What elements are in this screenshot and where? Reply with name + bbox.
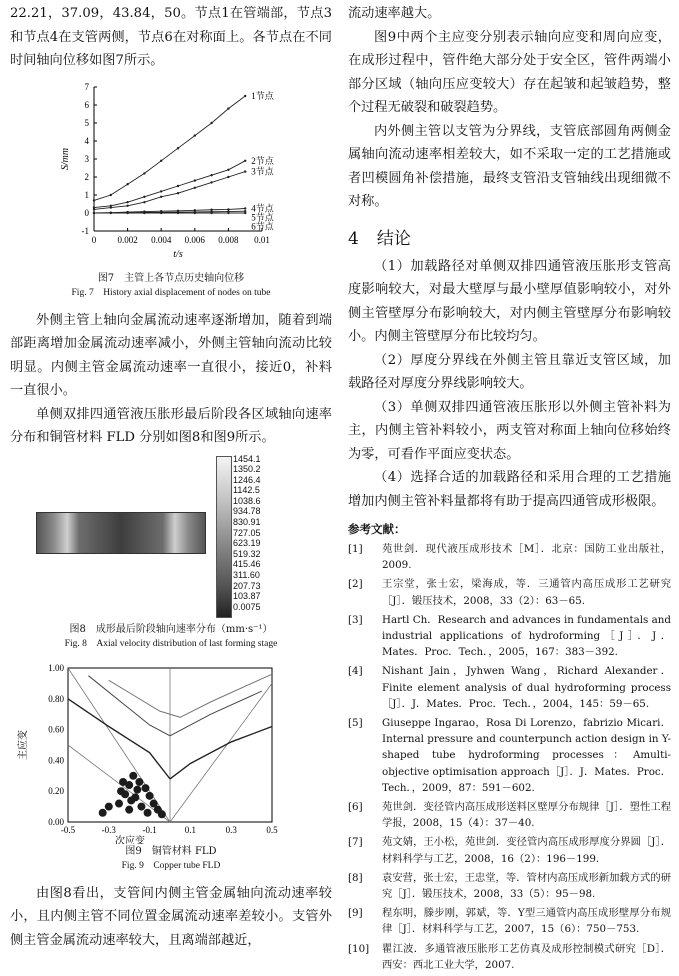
reference-item	[348, 541, 671, 573]
strain-point	[117, 787, 125, 795]
fig9-caption-zh: 图9 铜管材料 FLD	[125, 845, 217, 857]
left-column	[10, 2, 332, 952]
fig8-caption-en: Fig. 8 Axial velocity distribution of last forming stage	[64, 638, 278, 649]
data-point	[126, 211, 128, 213]
forming-limit-curve-left	[68, 698, 170, 778]
reference-text: Nishant Jain，Jyhwen Wang，Richard Alexander．Finite element analysis of dual hydroforming process［J］．J．Mates．Proc．Tech．，2004，145：59－65.	[382, 665, 671, 710]
y-tick-label: 4	[84, 135, 89, 146]
data-point	[177, 211, 179, 213]
legend-value: 1350.2	[233, 464, 261, 475]
data-point	[210, 174, 212, 176]
series-line	[94, 160, 245, 207]
data-point	[210, 121, 212, 123]
reference-item	[348, 715, 671, 796]
data-point	[244, 207, 246, 209]
x-tick-label: 0.002	[117, 234, 138, 245]
strain-point	[133, 785, 141, 793]
fig8-caption-zh: 图8 成形最后阶段轴向速率分布（mm·s⁻¹）	[69, 623, 273, 635]
legend-value: 0.0075	[233, 601, 261, 612]
legend-value: 623.19	[233, 538, 261, 549]
y-axis-label: S/mm	[60, 147, 71, 170]
reference-item	[348, 663, 671, 712]
data-point	[227, 107, 229, 109]
references-heading: 参考文献：	[348, 522, 406, 536]
x-tick-label: 0.004	[151, 234, 172, 245]
strain-point	[144, 808, 152, 816]
reference-number: [3]	[348, 613, 363, 626]
strain-point	[146, 791, 154, 799]
data-point	[143, 172, 145, 174]
y-tick-label: 6	[84, 99, 89, 110]
x-tick-label: 0.1	[184, 824, 197, 835]
fracture-curve	[109, 674, 272, 717]
data-point	[244, 211, 246, 213]
y-tick-label: 0	[84, 207, 89, 218]
x-tick-label: 0.01	[254, 234, 270, 245]
data-point	[126, 204, 128, 206]
reference-item	[348, 905, 671, 937]
section-heading	[348, 224, 671, 249]
intro-paragraph: 22.21，37.09，43.84，50。节点1在管端部，节点3和节点4在支管两侧，节点6在对称面上。各节点在不同时间轴向位移如图7所示。	[10, 6, 332, 68]
figure-7	[10, 79, 332, 271]
legend-value: 311.60	[233, 570, 260, 581]
data-point	[210, 181, 212, 183]
reference-number: [7]	[348, 836, 363, 849]
series-label: 3节点	[251, 166, 274, 177]
y-tick-label: 0.40	[48, 754, 64, 765]
reference-number: [4]	[348, 665, 363, 678]
data-point	[126, 201, 128, 203]
reference-item	[348, 799, 671, 831]
reference-text: 瞿江波．多通管液压胀形工艺仿真及成形控制模式研究［D］．西安：西北工业大学，2007.	[382, 942, 671, 971]
reference-item	[348, 612, 671, 661]
strain-point	[115, 799, 123, 807]
x-tick-label: -0.1	[142, 824, 157, 835]
x-tick-label: 0.3	[225, 824, 237, 835]
right-paragraph-0: 流动速率越大。	[348, 6, 441, 21]
conclusion-3: （3）单侧双排四通管液压胀形以外侧主管补料为主，内侧主管补料较小，两支管对称面上轴向位移始终为零，可看作平面应变状态。	[348, 399, 671, 462]
strain-path-line	[170, 683, 272, 822]
x-axis-label: t/s	[173, 248, 183, 260]
strain-point	[158, 810, 166, 818]
data-point	[143, 195, 145, 197]
data-point	[177, 192, 179, 194]
section-number: 4	[348, 228, 359, 249]
data-point	[227, 211, 229, 213]
strain-point	[135, 777, 143, 785]
data-point	[210, 211, 212, 213]
reference-number: [5]	[348, 717, 363, 730]
legend-value: 519.32	[233, 548, 261, 559]
data-point	[160, 159, 162, 161]
paragraph-1: 外侧主管上轴向金属流动速率逐渐增加，随着到端部距离增加金属流动速率减小，外侧主管轴向流动比较明显。内侧主管金属流动速率一直很小，接近0，补料一直很小。	[10, 312, 332, 398]
reference-number: [8]	[348, 871, 363, 884]
data-point	[194, 186, 196, 188]
paragraph-3: 由图8看出，支管间内侧主管金属轴向流动速率较小，且内侧主管不同位置金属流动速率差较小。支管外侧主管金属流动速率较大，且离端部越近，	[10, 885, 332, 948]
data-point	[110, 211, 112, 213]
series-line	[94, 171, 245, 209]
fig8-colorbar	[216, 456, 232, 618]
legend-value: 1454.1	[233, 453, 261, 464]
series-label: 4节点	[251, 203, 274, 213]
y-axis-label: 主应变	[18, 729, 29, 760]
reference-item	[348, 870, 671, 902]
series-label: 1节点	[251, 90, 274, 101]
series-label: 2节点	[251, 155, 274, 166]
y-tick-label: 5	[84, 117, 89, 128]
x-tick-label: -0.5	[60, 824, 76, 835]
legend-value: 1246.4	[233, 474, 261, 485]
strain-path-line	[68, 668, 170, 822]
x-tick-label: 0.008	[218, 234, 239, 245]
data-point	[160, 195, 162, 197]
data-point	[143, 201, 145, 203]
series-label: 6节点	[251, 221, 274, 231]
reference-text: 程东明，滕步刚，郭斌，等．Y型三通管内高压成形壁厚分布规律［J］．材料科学与工艺，2007，15（6）：750－753.	[382, 907, 671, 936]
reference-number: [9]	[348, 907, 363, 920]
fig8-tube-image	[36, 512, 206, 554]
data-point	[110, 193, 112, 195]
strain-point	[137, 802, 145, 810]
y-tick-label: 0.00	[48, 816, 64, 827]
strain-point	[129, 771, 137, 779]
data-point	[194, 179, 196, 181]
series-line	[94, 96, 245, 200]
right-column	[348, 2, 671, 976]
strain-point	[142, 784, 150, 792]
legend-value: 1038.6	[233, 495, 261, 506]
reference-number: [10]	[348, 942, 370, 955]
fig7-caption-en: Fig. 7 History axial displacement of nodes on tube	[71, 287, 271, 298]
data-point	[110, 206, 112, 208]
strain-point	[99, 808, 107, 816]
legend-value: 830.91	[233, 517, 261, 528]
reference-text: 袁安营，张士宏，王忠堂，等．管材内高压成形新加载方式的研究［J］．锻压技术，2008，33（5）：95－98.	[382, 871, 671, 901]
reference-text: 苑文婧，王小松，苑世剑．变径管内高压成形厚度分界圆［J］．材料科学与工艺，2008，16（2）：196－199.	[382, 836, 671, 865]
data-point	[93, 211, 95, 213]
data-point	[244, 159, 246, 161]
legend-value: 1142.5	[233, 485, 260, 496]
y-tick-label: 1	[84, 189, 89, 200]
fig9-caption-en: Fig. 9 Copper tube FLD	[121, 860, 221, 871]
x-tick-label: 0	[91, 234, 97, 245]
legend-value: 934.78	[233, 506, 261, 517]
data-point	[93, 208, 95, 210]
data-point	[227, 168, 229, 170]
x-tick-label: -0.3	[101, 824, 116, 835]
strain-point	[105, 802, 113, 810]
fig8-legend	[233, 454, 261, 613]
y-tick-label: 0.20	[48, 785, 64, 796]
y-tick-label: 1.00	[48, 662, 64, 673]
y-tick-label: 0.60	[48, 724, 64, 735]
conclusion-2: （2）厚度分界线在外侧主管且靠近支管区域，加载路径对厚度分界线影响较大。	[348, 352, 671, 391]
data-point	[194, 134, 196, 136]
right-paragraph-1: 图9中两个主应变分别表示轴向应变和周向应变，在成形过程中，管件绝大部分处于安全区，管件两端小部分区域（轴向压应变较大）存在起皱和起皱趋势，整个过程无破裂和破裂趋势。	[348, 29, 671, 115]
fig9-chart	[10, 662, 332, 844]
data-point	[227, 208, 229, 210]
legend-value: 207.73	[233, 580, 261, 591]
data-point	[244, 170, 246, 172]
conclusion-4: （4）选择合适的加载路径和采用合理的工艺措施增加内侧主管补料量都将有助于提高四通管成形极限。	[348, 470, 671, 509]
reference-text: 苑世剑．变径管内高压成形送料区壁厚分布规律［J］．塑性工程学报，2008，15（4）：37－40.	[382, 801, 671, 830]
fig7-caption-zh: 图7 主管上各节点历史轴向位移	[97, 272, 245, 284]
reference-item	[348, 834, 671, 866]
x-tick-label: 0.5	[266, 824, 278, 835]
data-point	[126, 183, 128, 185]
reference-list	[348, 541, 671, 973]
reference-text: 苑世剑．现代液压成形技术［M］．北京：国防工业出版社，2009.	[382, 543, 671, 572]
legend-value: 727.05	[233, 527, 261, 538]
strain-point	[125, 805, 133, 813]
y-tick-label: -1	[81, 225, 89, 236]
reference-number: [6]	[348, 801, 363, 814]
data-point	[93, 199, 95, 201]
upper-limit-curve	[88, 675, 261, 735]
reference-text: Giuseppe Ingarao，Rosa Di Lorenzo，fabrizio Micari．Internal pressure and counterpunch action design in Y-shaped tube hydroforming processes：Amulti-objective optimisation approach［J］．J．Mates．Proc．Tech．，2009，87：591－602.	[382, 717, 671, 794]
data-point	[177, 147, 179, 149]
data-point	[143, 211, 145, 213]
data-point	[160, 190, 162, 192]
section-title: 结论	[376, 228, 411, 249]
y-tick-label: 0.80	[48, 693, 64, 704]
fig7-chart	[10, 79, 332, 271]
data-point	[194, 211, 196, 213]
series-label: 5节点	[251, 212, 274, 222]
reference-text: Hartl Ch．Research and advances in fundamentals and industrial applications of hydroforming［J］．J．Mates．Proc．Tech．，2005，167：383－392.	[382, 613, 671, 659]
y-tick-label: 2	[84, 171, 89, 182]
conclusion-1: （1）加载路径对单侧双排四通管液压胀形支管高度影响较大，对最大壁厚与最小壁厚值影响较小，对外侧主管壁厚分布影响较大，对内侧主管壁厚分布影响较小。内侧主管壁厚分布比较均匀。	[348, 258, 671, 344]
y-tick-label: 7	[84, 81, 89, 92]
data-point	[244, 94, 246, 96]
paragraph-2: 单侧双排四通管液压胀形最后阶段各区域轴向速率分布和铜管材料 FLD 分别如图8和图9所示。	[10, 406, 332, 445]
y-tick-label: 3	[84, 153, 89, 164]
reference-number: [1]	[348, 543, 363, 555]
right-paragraph-2: 内外侧主管以支管为分界线，支管底部圆角两侧金属轴向流动速率相差较大，如不采取一定的工艺措施或者凹模圆角补偿措施，最终支管沿支管轴线出现细微不对称。	[348, 123, 671, 209]
figure-9	[10, 662, 332, 844]
legend-value: 415.46	[233, 559, 261, 570]
strain-point	[119, 777, 127, 785]
figure-8	[10, 454, 332, 622]
data-point	[160, 211, 162, 213]
x-axis-label: 次应变	[115, 835, 145, 844]
legend-value: 103.87	[233, 591, 261, 602]
data-point	[227, 175, 229, 177]
reference-item	[348, 576, 671, 608]
reference-number: [2]	[348, 578, 363, 591]
reference-item	[348, 941, 671, 973]
reference-text: 王宗堂，张士宏，梁海成，等．三通管内高压成形工艺研究［J］．锻压技术，2008，33（2）：63－65.	[382, 578, 671, 607]
x-tick-label: 0.006	[184, 234, 205, 245]
strain-point	[127, 796, 135, 804]
data-point	[177, 184, 179, 186]
